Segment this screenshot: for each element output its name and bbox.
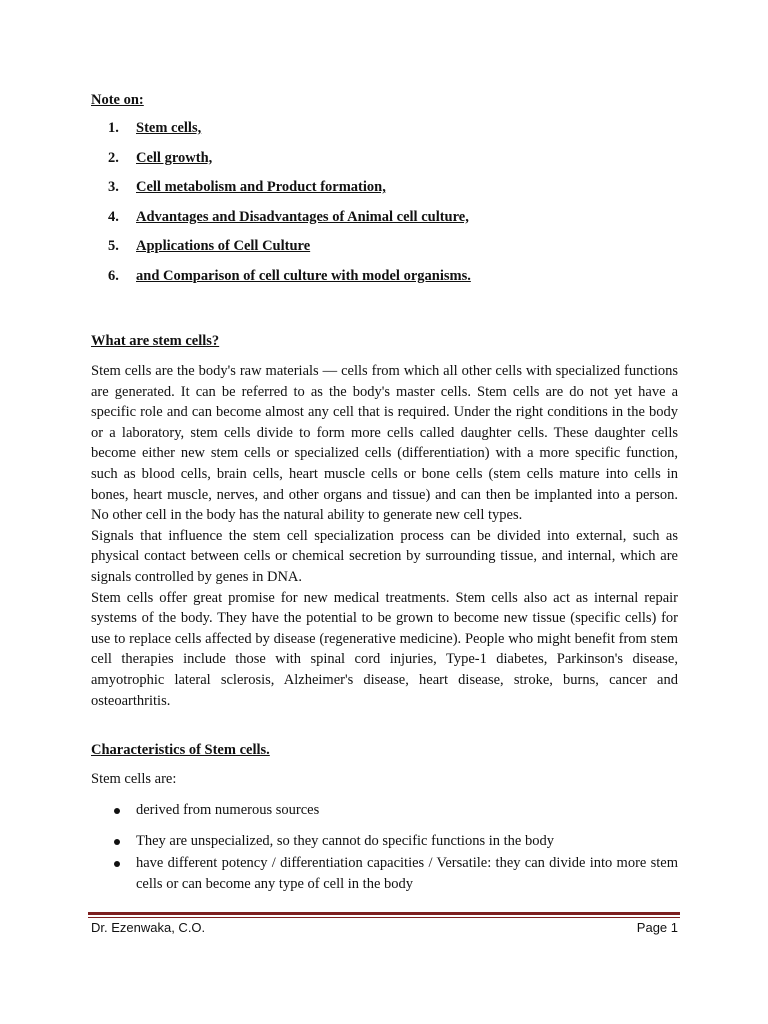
- footer-author: Dr. Ezenwaka, C.O.: [91, 920, 206, 935]
- topic-item: [108, 120, 471, 150]
- bullet-icon: [114, 861, 120, 867]
- topic-text: Cell metabolism and Product formation,: [136, 179, 386, 196]
- topic-text: and Comparison of cell culture with model organisms.: [136, 267, 471, 284]
- characteristics-intro: Stem cells are:: [91, 771, 177, 787]
- footer-divider-thin: [88, 917, 680, 918]
- topic-number: 2.: [108, 149, 119, 166]
- topic-number: 4.: [108, 208, 119, 225]
- topic-number: 6.: [108, 267, 119, 284]
- topic-number: 5.: [108, 238, 119, 255]
- list-item-text: They are unspecialized, so they cannot do specific functions in the body: [136, 832, 554, 849]
- bullet-icon: [114, 808, 120, 814]
- paragraph: Stem cells are the body's raw materials — cells from which all other cells with specialized functions are generated. It can be referred to as the body's master cells. Stem cells are do not yet have a specific role and can become almost any cell that is required. Under the right conditions in the body or a laboratory, stem cells divide to form more cells called daughter cells. These daughter cells become either new stem cells or specialized cells (differentiation) with a more specific function, such as blood cells, brain cells, heart muscle cells or bone cells (stem cells mature into cells in bones, heart muscle, nerves, and other organs and tissue) and can then be implanted into a person. No other cell in the body has the natural ability to generate new cell types.: [91, 363, 678, 524]
- topic-text: Applications of Cell Culture: [136, 238, 311, 255]
- list-item: [114, 800, 678, 821]
- list-item: [114, 853, 678, 894]
- section-heading-stem-cells: What are stem cells?: [91, 333, 220, 349]
- note-title: Note on:: [91, 92, 144, 108]
- paragraph: Signals that influence the stem cell specialization process can be divided into external, such as physical contact between cells or chemical secretion by surrounding tissue, and internal, which are signals controlled by genes in DNA.: [91, 527, 678, 585]
- topics-list: [108, 120, 471, 298]
- paragraph: Stem cells offer great promise for new medical treatments. Stem cells also act as internal repair systems of the body. They have the potential to be grown to become new tissue (specific cells) for use to replace cells affected by disease (regenerative medicine). People who might benefit from stem cell therapies include those with spinal cord injuries, Type-1 diabetes, Parkinson's disease, amyotrophic lateral sclerosis, Alzheimer's disease, heart disease, stroke, burns, cancer and osteoarthritis.: [91, 589, 678, 709]
- list-item-text: derived from numerous sources: [136, 802, 320, 818]
- topic-text: Cell growth,: [136, 149, 213, 166]
- topic-number: 1.: [108, 120, 119, 136]
- section-heading-characteristics: Characteristics of Stem cells.: [91, 742, 270, 758]
- footer-divider: [88, 912, 680, 915]
- topic-text: Advantages and Disadvantages of Animal cell culture,: [136, 208, 469, 225]
- topic-item: [108, 179, 471, 209]
- bullet-icon: [114, 839, 120, 845]
- characteristics-list: [114, 800, 678, 894]
- list-item-text: have different potency / differentiation capacities / Versatile: they can divide into more stem cells or can become any type of cell in the body: [136, 855, 678, 892]
- list-item: [114, 831, 678, 852]
- topic-number: 3.: [108, 179, 119, 196]
- section-body-stem-cells: [91, 361, 678, 711]
- topic-text: Stem cells,: [136, 120, 202, 136]
- footer-page-number: Page 1: [636, 920, 678, 935]
- topic-item: [108, 150, 471, 180]
- topic-item: [108, 209, 471, 239]
- topic-item: [108, 238, 471, 268]
- topic-item: [108, 268, 471, 298]
